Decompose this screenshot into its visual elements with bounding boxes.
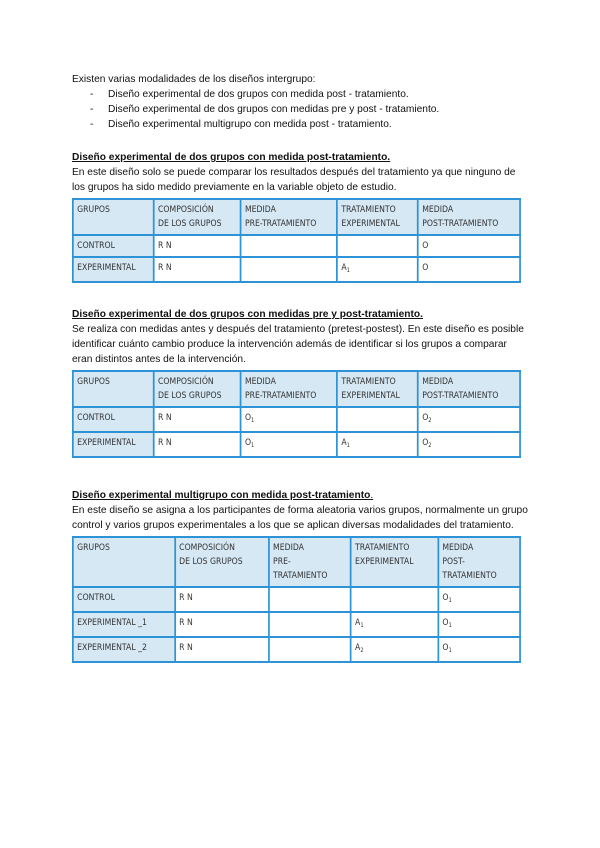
- table-row: [73, 407, 520, 432]
- cell-text: EXPERIMENTAL _1: [77, 618, 147, 628]
- cell-subscript: 2: [428, 417, 432, 424]
- cell-text: R N: [179, 593, 193, 603]
- table-header-cell: [175, 537, 269, 587]
- header-line: MEDIDA: [273, 543, 304, 553]
- table-cell: [154, 407, 241, 432]
- cell-text: CONTROL: [77, 593, 115, 603]
- cell-subscript: 1: [448, 622, 452, 629]
- section-text-3: En este diseño se asigna a los participantes de forma aleatoria varios grupos, normalmente un grupo control y varios grupos experimentales a los que se aplican diversas modalidades del tratamiento.: [72, 505, 528, 531]
- design-table-2: [72, 370, 521, 458]
- cell-text: O: [422, 263, 429, 273]
- table-cell: [351, 587, 438, 612]
- table-cell: [337, 257, 418, 282]
- table-cell: [337, 407, 418, 432]
- cell-text: O: [422, 413, 429, 423]
- cell-text: A: [355, 643, 361, 653]
- table-header-cell: [418, 371, 520, 407]
- list-item: - Diseño experimental de dos grupos con medidas pre y post - tratamiento.: [90, 102, 528, 117]
- header-line: MEDIDA: [244, 377, 276, 387]
- header-line: EXPERIMENTAL: [355, 557, 414, 567]
- cell-subscript: 1: [360, 622, 364, 629]
- cell-subscript: 1: [448, 647, 452, 654]
- cell-text: O: [442, 618, 449, 628]
- header-line: GRUPOS: [77, 205, 110, 215]
- cell-text: EXPERIMENTAL: [77, 263, 136, 273]
- header-line: PRE-TRATAMIENTO: [244, 219, 317, 229]
- cell-subscript: 2: [428, 442, 432, 449]
- table-cell: [154, 432, 241, 457]
- header-line: PRE-TRATAMIENTO: [244, 391, 317, 401]
- table-header-row: [73, 537, 520, 587]
- intro-text: Existen varias modalidades de los diseños intergrupo:: [72, 74, 316, 85]
- cell-text: O: [422, 438, 429, 448]
- header-line: POST-: [442, 557, 465, 567]
- table-cell: [269, 587, 351, 612]
- document-page: [72, 72, 528, 663]
- table-row: [73, 257, 520, 282]
- table-row: [73, 612, 520, 637]
- header-line: MEDIDA: [244, 205, 276, 215]
- table-cell: [175, 612, 269, 637]
- table-cell: [241, 432, 337, 457]
- header-line: MEDIDA: [422, 377, 454, 387]
- table-header-cell: [73, 371, 154, 407]
- table-cell: [418, 407, 520, 432]
- cell-text: R N: [158, 241, 172, 251]
- group-name-cell: [73, 637, 175, 662]
- cell-text: EXPERIMENTAL: [77, 438, 136, 448]
- table-header-cell: [154, 371, 241, 407]
- table-header-row: [73, 371, 520, 407]
- cell-subscript: 1: [448, 597, 452, 604]
- header-line: EXPERIMENTAL: [341, 391, 400, 401]
- table-header-cell: [337, 199, 418, 235]
- table-header-cell: [418, 199, 520, 235]
- cell-text: O: [442, 643, 449, 653]
- table-header-cell: [351, 537, 438, 587]
- table-cell: [418, 432, 520, 457]
- cell-subscript: 1: [346, 267, 350, 274]
- table-cell: [241, 407, 337, 432]
- cell-text: O: [244, 413, 252, 423]
- table-cell: [269, 637, 351, 662]
- cell-text: R N: [179, 618, 193, 628]
- group-name-cell: [73, 235, 154, 257]
- header-line: PRE-: [273, 557, 291, 567]
- table-cell: [438, 587, 520, 612]
- group-name-cell: [73, 257, 154, 282]
- table-cell: [351, 612, 438, 637]
- cell-subscript: 1: [251, 442, 255, 449]
- header-line: COMPOSICIÓN: [158, 377, 214, 387]
- table-cell: [175, 587, 269, 612]
- table-cell: [175, 637, 269, 662]
- header-line: POST-TRATAMIENTO: [422, 219, 499, 229]
- table-header-cell: [241, 371, 337, 407]
- cell-text: R N: [158, 263, 172, 273]
- design-table-3: [72, 536, 521, 663]
- cell-text: A: [341, 263, 347, 273]
- header-line: TRATAMIENTO: [355, 543, 410, 553]
- table-cell: [154, 257, 241, 282]
- cell-text: R N: [158, 438, 172, 448]
- header-line: TRATAMIENTO: [341, 205, 396, 215]
- cell-text: CONTROL: [77, 413, 115, 423]
- list-item: - Diseño experimental multigrupo con medida post - tratamiento.: [90, 117, 528, 132]
- table-header-cell: [154, 199, 241, 235]
- cell-subscript: 1: [251, 417, 255, 424]
- table-cell: [438, 612, 520, 637]
- header-line: COMPOSICIÓN: [179, 543, 235, 553]
- table-row: [73, 235, 520, 257]
- group-name-cell: [73, 587, 175, 612]
- cell-text: CONTROL: [77, 241, 115, 251]
- table-cell: [241, 235, 337, 257]
- design-list: [72, 87, 528, 132]
- header-line: GRUPOS: [77, 543, 110, 553]
- table-header-cell: [241, 199, 337, 235]
- section-heading-3: Diseño experimental multigrupo con medida post-tratamiento.: [72, 490, 374, 501]
- table-row: [73, 432, 520, 457]
- header-line: DE LOS GRUPOS: [179, 557, 243, 567]
- header-line: TRATAMIENTO: [442, 571, 497, 581]
- list-item: - Diseño experimental de dos grupos con medida post - tratamiento.: [90, 87, 528, 102]
- header-line: GRUPOS: [77, 377, 110, 387]
- design-table-1: [72, 198, 521, 283]
- table-cell: [418, 257, 520, 282]
- cell-text: O: [422, 241, 429, 251]
- table-cell: [241, 257, 337, 282]
- table-header-cell: [73, 199, 154, 235]
- cell-text: O: [244, 438, 252, 448]
- section-text-2: Se realiza con medidas antes y después del tratamiento (pretest-postest). En este diseño es posible identificar cuánto cambio produce la intervención además de identificar si los grupos a comparar eran distintos antes de la intervención.: [72, 324, 524, 365]
- header-line: POST-TRATAMIENTO: [422, 391, 499, 401]
- group-name-cell: [73, 407, 154, 432]
- header-line: DE LOS GRUPOS: [158, 219, 222, 229]
- section-text-1: En este diseño solo se puede comparar los resultados después del tratamiento ya que ninguno de los grupos ha sido medido previamente en la variable objeto de estudio.: [72, 167, 516, 193]
- table-header-cell: [337, 371, 418, 407]
- cell-text: EXPERIMENTAL _2: [77, 643, 147, 653]
- header-line: DE LOS GRUPOS: [158, 391, 222, 401]
- cell-subscript: 2: [360, 647, 364, 654]
- header-line: MEDIDA: [442, 543, 474, 553]
- table-row: [73, 587, 520, 612]
- header-line: TRATAMIENTO: [273, 571, 328, 581]
- cell-text: A: [355, 618, 361, 628]
- cell-text: A: [341, 438, 347, 448]
- group-name-cell: [73, 612, 175, 637]
- table-header-cell: [438, 537, 520, 587]
- table-cell: [337, 432, 418, 457]
- header-line: TRATAMIENTO: [341, 377, 396, 387]
- cell-subscript: 1: [346, 442, 350, 449]
- table-cell: [337, 235, 418, 257]
- table-header-cell: [73, 537, 175, 587]
- header-line: EXPERIMENTAL: [341, 219, 400, 229]
- header-line: MEDIDA: [422, 205, 454, 215]
- table-cell: [154, 235, 241, 257]
- cell-text: R N: [179, 643, 193, 653]
- section-heading-1: Diseño experimental de dos grupos con medida post-tratamiento.: [72, 152, 391, 163]
- cell-text: O: [442, 593, 449, 603]
- group-name-cell: [73, 432, 154, 457]
- cell-text: R N: [158, 413, 172, 423]
- header-line: COMPOSICIÓN: [158, 205, 214, 215]
- table-cell: [418, 235, 520, 257]
- table-cell: [438, 637, 520, 662]
- table-row: [73, 637, 520, 662]
- section-heading-2: Diseño experimental de dos grupos con medidas pre y post-tratamiento.: [72, 309, 423, 320]
- table-header-cell: [269, 537, 351, 587]
- table-cell: [351, 637, 438, 662]
- table-cell: [269, 612, 351, 637]
- table-header-row: [73, 199, 520, 235]
